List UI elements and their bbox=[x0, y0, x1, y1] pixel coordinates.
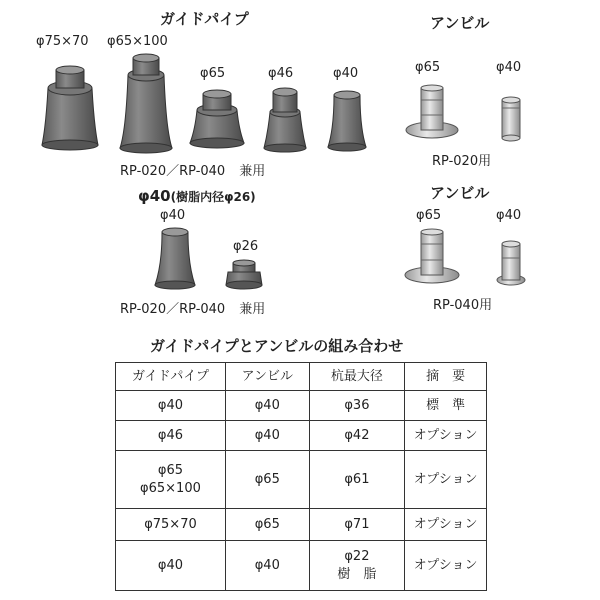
resin-insert-26-image bbox=[226, 260, 262, 289]
resin-guide-pipe-40-image bbox=[155, 228, 195, 289]
guide-pipe-75x70-image bbox=[42, 66, 98, 150]
cell-guide-pipe: φ65 φ65×100 bbox=[116, 451, 226, 509]
cell-max-pile-diameter: φ42 bbox=[309, 421, 405, 451]
header-anvil: アンビル bbox=[225, 363, 309, 391]
cell-remarks: オプション bbox=[405, 421, 487, 451]
cell-guide-pipe: φ40 bbox=[116, 391, 226, 421]
anvil-bottom-title: アンビル bbox=[430, 184, 490, 202]
guide-pipe-65x100-image bbox=[120, 54, 172, 153]
model-separator: ／ bbox=[166, 302, 180, 317]
table-row bbox=[116, 421, 487, 451]
cell-remarks: オプション bbox=[405, 509, 487, 541]
cell-remarks: オプション bbox=[405, 451, 487, 509]
label-anvil-bottom-65: φ65 bbox=[416, 208, 442, 223]
guide-pipe-compatibility bbox=[120, 160, 265, 179]
cell-remarks: オプション bbox=[405, 541, 487, 591]
cell-guide-pipe: φ40 bbox=[116, 541, 226, 591]
header-remarks: 摘 要 bbox=[405, 363, 487, 391]
anvil-top-40-image bbox=[502, 97, 520, 141]
header-max-pile-diameter: 杭最大径 bbox=[309, 363, 405, 391]
cell-max-pile-diameter: φ71 bbox=[309, 509, 405, 541]
anvil-top-title: アンビル bbox=[430, 14, 490, 32]
anvil-top-65-image bbox=[406, 85, 458, 138]
label-guide-pipe-65x100: φ65×100 bbox=[107, 34, 168, 49]
table-title: ガイドパイプとアンビルの組み合わせ bbox=[150, 337, 404, 355]
cell-max-pile-diameter: φ36 bbox=[309, 391, 405, 421]
table-header-row bbox=[116, 363, 487, 391]
table-row bbox=[116, 509, 487, 541]
compat-suffix: 兼用 bbox=[239, 302, 266, 317]
cell-anvil: φ40 bbox=[225, 541, 309, 591]
model-rp040: RP-040 bbox=[179, 302, 226, 317]
label-guide-pipe-75x70: φ75×70 bbox=[36, 34, 89, 49]
label-guide-pipe-40: φ40 bbox=[333, 66, 359, 81]
table-row bbox=[116, 541, 487, 591]
guide-pipe-65-image bbox=[190, 90, 244, 148]
label-resin-insert-26: φ26 bbox=[233, 239, 259, 254]
combination-table bbox=[115, 362, 487, 591]
cell-max-pile-diameter: φ22 樹 脂 bbox=[309, 541, 405, 591]
table-row bbox=[116, 391, 487, 421]
cell-remarks: 標 準 bbox=[405, 391, 487, 421]
guide-pipe-title: ガイドパイプ bbox=[160, 10, 249, 28]
compat-suffix: 兼用 bbox=[239, 164, 266, 179]
label-anvil-bottom-40: φ40 bbox=[496, 208, 522, 223]
model-rp040: RP-040 bbox=[179, 164, 226, 179]
resin-compatibility bbox=[120, 298, 265, 317]
cell-anvil: φ40 bbox=[225, 391, 309, 421]
model-rp020: RP-020 bbox=[120, 164, 167, 179]
cell-guide-pipe: φ46 bbox=[116, 421, 226, 451]
model-separator: ／ bbox=[166, 164, 180, 179]
cell-anvil: φ65 bbox=[225, 509, 309, 541]
header-guide-pipe: ガイドパイプ bbox=[116, 363, 226, 391]
guide-pipe-40-image bbox=[328, 91, 366, 151]
table-row bbox=[116, 451, 487, 509]
label-guide-pipe-65: φ65 bbox=[200, 66, 226, 81]
anvil-bottom-40-image bbox=[497, 241, 525, 285]
resin-section-title bbox=[138, 186, 256, 205]
cell-guide-pipe: φ75×70 bbox=[116, 509, 226, 541]
label-anvil-top-40: φ40 bbox=[496, 60, 522, 75]
anvil-bottom-usage: RP-040用 bbox=[433, 298, 493, 313]
anvil-top-usage: RP-020用 bbox=[432, 154, 492, 169]
label-guide-pipe-46: φ46 bbox=[268, 66, 294, 81]
model-rp020: RP-020 bbox=[120, 302, 167, 317]
anvil-bottom-65-image bbox=[405, 229, 459, 283]
cell-anvil: φ65 bbox=[225, 451, 309, 509]
label-resin-guide-40: φ40 bbox=[160, 208, 186, 223]
guide-pipe-46-image bbox=[264, 88, 306, 152]
label-anvil-top-65: φ65 bbox=[415, 60, 441, 75]
cell-max-pile-diameter: φ61 bbox=[309, 451, 405, 509]
resin-title-note: (樹脂内径φ26) bbox=[170, 190, 256, 204]
cell-anvil: φ40 bbox=[225, 421, 309, 451]
resin-title-main: φ40 bbox=[138, 187, 171, 205]
